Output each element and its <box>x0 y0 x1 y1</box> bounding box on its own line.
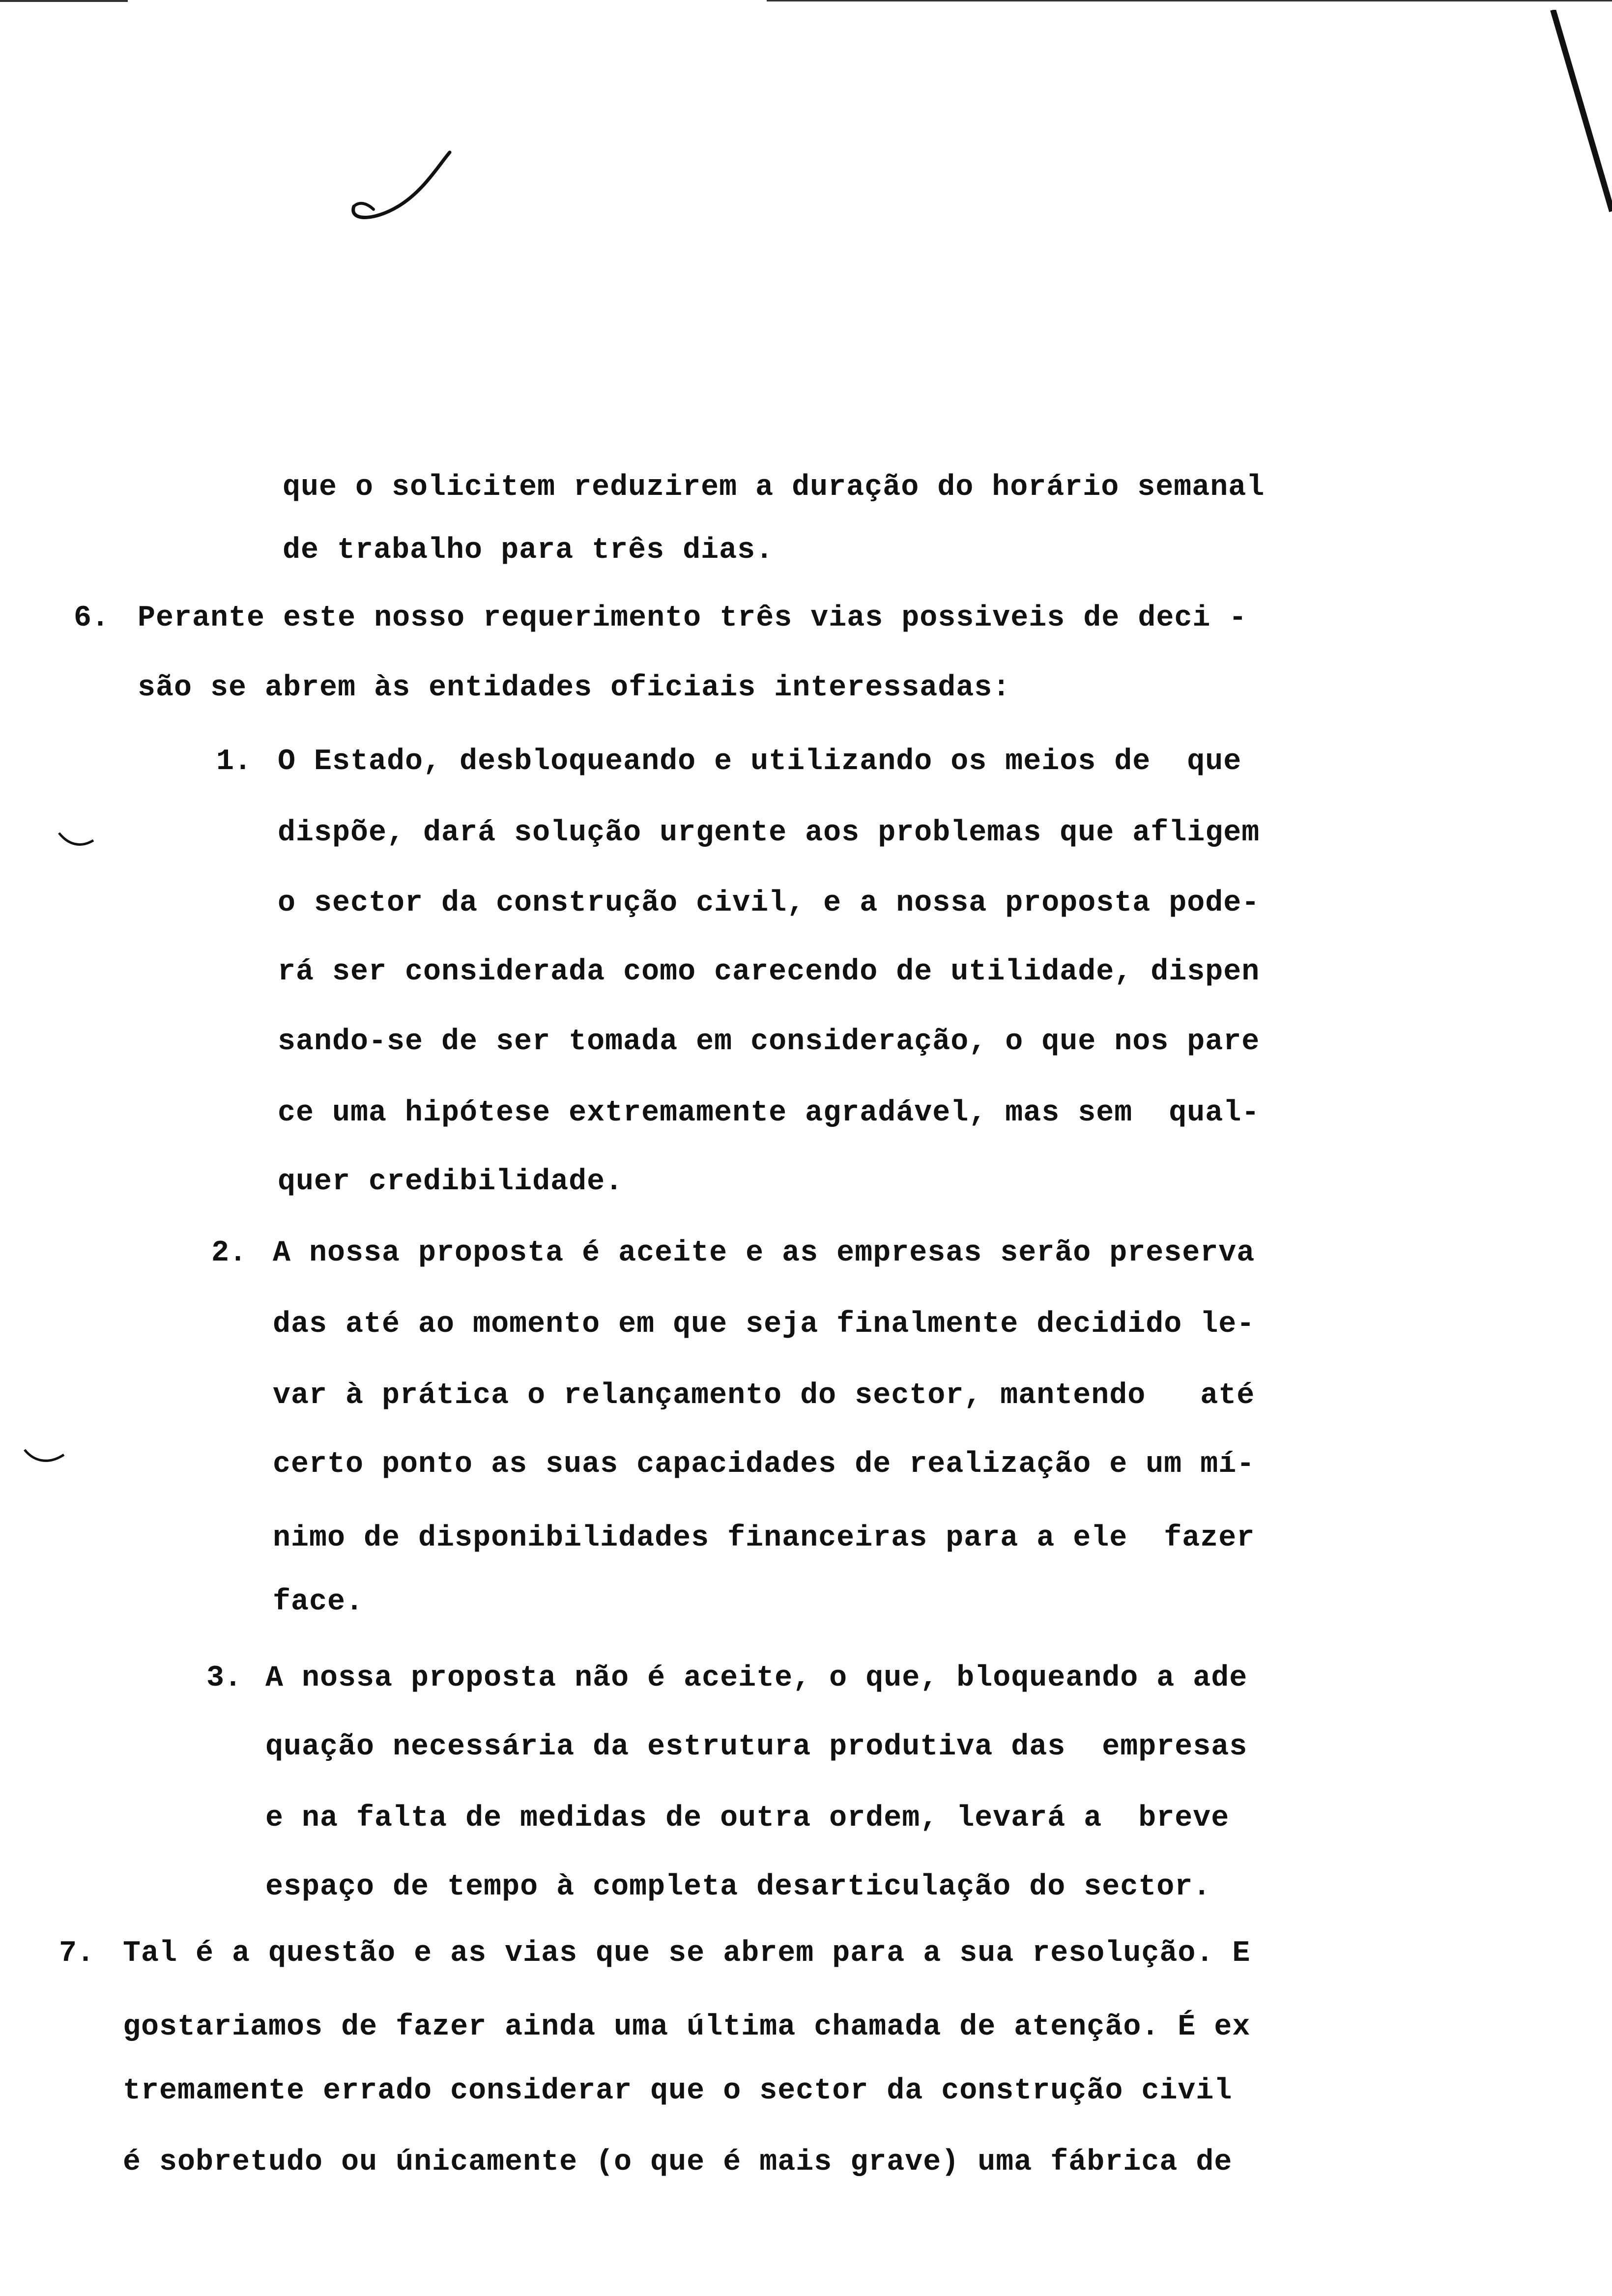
scan-edge-shadow <box>1548 10 1612 216</box>
text-line: de trabalho para três dias. <box>283 534 774 567</box>
scan-top-edge-right <box>767 0 1612 1</box>
text-line: O Estado, desbloqueando e utilizando os meios de que <box>278 745 1242 778</box>
margin-tick-1 <box>54 826 98 855</box>
text-line: A nossa proposta é aceite e as empresas serão preserva <box>273 1236 1255 1270</box>
text-line: gostariamos de fazer ainda uma última chamada de atenção. É ex <box>123 2010 1251 2044</box>
subitem-number: 3. <box>206 1662 242 1695</box>
text-line: são se abrem às entidades oficiais interessadas: <box>138 671 1011 705</box>
text-line: quer credibilidade. <box>278 1165 624 1199</box>
scan-top-edge <box>0 0 128 2</box>
text-line: é sobretudo ou únicamente (o que é mais grave) uma fábrica de <box>123 2146 1233 2179</box>
text-line: face. <box>273 1585 364 1619</box>
text-line: das até ao momento em que seja finalmente decidido le- <box>273 1308 1255 1341</box>
item-number: 6. <box>74 602 110 635</box>
item-number: 7. <box>59 1937 95 1970</box>
text-line: var à prática o relançamento do sector, mantendo até <box>273 1379 1255 1412</box>
handwritten-check-mark <box>344 147 457 226</box>
text-line: que o solicitem reduzirem a duração do horário semanal <box>283 471 1265 504</box>
subitem-number: 2. <box>211 1236 247 1270</box>
text-line: nimo de disponibilidades financeiras para a ele fazer <box>273 1521 1255 1555</box>
text-line: sando-se de ser tomada em consideração, o que nos pare <box>278 1025 1260 1059</box>
text-line: o sector da construção civil, e a nossa proposta pode- <box>278 887 1260 920</box>
margin-tick-2 <box>20 1440 69 1474</box>
text-line: Tal é a questão e as vias que se abrem para a sua resolução. E <box>123 1937 1251 1970</box>
text-line: A nossa proposta não é aceite, o que, bloqueando a ade <box>265 1662 1248 1695</box>
text-line: quação necessária da estrutura produtiva das empresas <box>265 1730 1248 1764</box>
text-line: Perante este nosso requerimento três vias possiveis de deci - <box>138 602 1247 635</box>
subitem-number: 1. <box>216 745 252 778</box>
text-line: e na falta de medidas de outra ordem, levará a breve <box>265 1802 1230 1835</box>
text-line: rá ser considerada como carecendo de utilidade, dispen <box>278 955 1260 989</box>
text-line: certo ponto as suas capacidades de realização e um mí- <box>273 1448 1255 1481</box>
text-line: dispõe, dará solução urgente aos problemas que afligem <box>278 816 1260 850</box>
text-line: espaço de tempo à completa desarticulação do sector. <box>265 1870 1211 1904</box>
text-line: ce uma hipótese extremamente agradável, mas sem qual- <box>278 1096 1260 1130</box>
text-line: tremamente errado considerar que o sector da construção civil <box>123 2074 1233 2108</box>
